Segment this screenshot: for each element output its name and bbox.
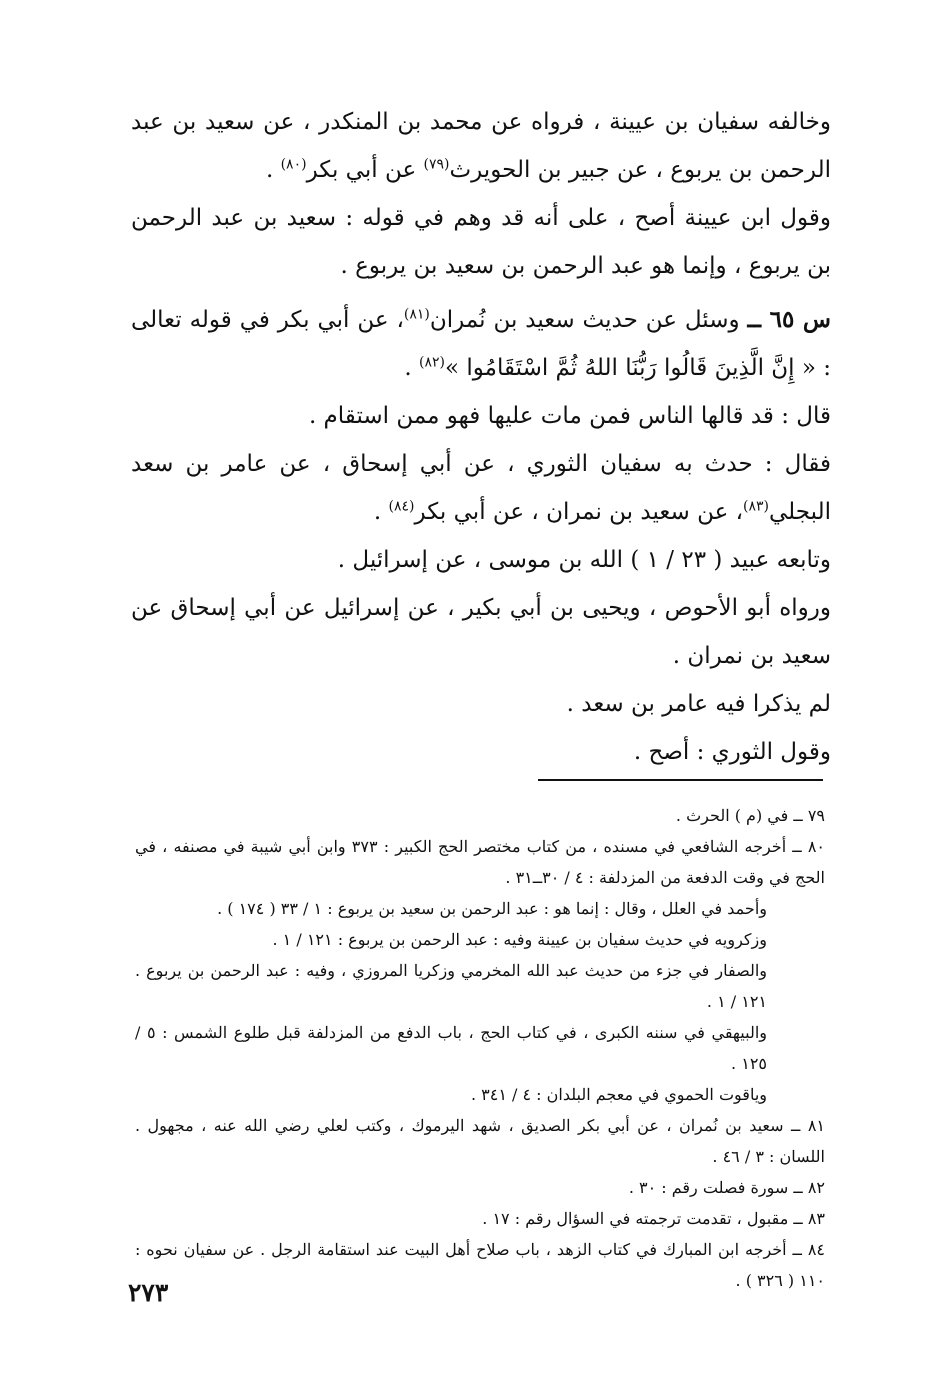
footnote-80-line-b: وزكرويه في حديث سفيان بن عيينة وفيه : عبد الرحمن بن يربوع : ١٢١ / ١ . bbox=[272, 930, 767, 949]
paragraph-2: وقول ابن عيينة أصح ، على أنه قد وهم في قوله : سعيد بن عبد الرحمن بن يربوع ، وإنما هو عبد الرحمن بن سعيد بن يربوع . bbox=[131, 205, 831, 279]
paragraph-6: ورواه أبو الأحوص ، ويحيى بن أبي بكير ، عن إسرائيل عن أبي إسحاق عن سعيد بن نمران . bbox=[131, 595, 831, 669]
main-text bbox=[131, 98, 831, 776]
footnote-80: ٨٠ ــ أخرجه الشافعي في مسنده ، من كتاب مختصر الحج الكبير : ٣٧٣ وابن أبي شيبة في مصنفه ، في الحج في وقت الدفعة من المزدلفة : ٤ / ٣٠ــ٣١ . bbox=[135, 837, 826, 887]
footnote-80-line-d: والبيهقي في سننه الكبرى ، في كتاب الحج ، باب الدفع من المزدلفة قبل طلوع الشمس : ٥ / ١٢٥ . bbox=[135, 1023, 767, 1073]
footnote-82: ٨٢ ــ سورة فصلت رقم : ٣٠ . bbox=[628, 1178, 825, 1197]
footnote-ref-80: (٨٠) bbox=[280, 156, 307, 173]
footnote-81: ٨١ ــ سعيد بن نُمران ، عن أبي بكر الصديق ، شهد اليرموك ، وكتب لعلي رضي الله عنه ، مجهول . اللسان : ٣ / ٤٦ . bbox=[135, 1116, 825, 1166]
footnote-divider bbox=[538, 779, 823, 781]
footnote-ref-81: (٨١) bbox=[403, 306, 430, 323]
question-mid: ، عن أبي بكر في قوله تعالى : « إِنَّ الَّذِينَ قَالُوا رَبُّنَا اللهُ ثُمَّ اسْتَقَامُوا » bbox=[131, 307, 831, 381]
page-number: ٢٧٣ bbox=[128, 1278, 169, 1307]
paragraph-1-end: . bbox=[265, 157, 281, 183]
footnote-84: ٨٤ ــ أخرجه ابن المبارك في كتاب الزهد ، باب صلاح أهل البيت عند استقامة الرجل . عن سفيان نحوه : ١١٠ ( ٣٢٦ ) . bbox=[135, 1240, 825, 1290]
footnote-80-line-a: وأحمد في العلل ، وقال : إنما هو : عبد الرحمن بن سعيد بن يربوع : ١ / ٣٣ ( ١٧٤ ) . bbox=[217, 899, 767, 918]
paragraph-4 bbox=[131, 440, 831, 536]
question-label: س ٦٥ ــ bbox=[747, 306, 832, 333]
question-end: . bbox=[404, 355, 420, 381]
footnote-ref-79: (٧٩) bbox=[423, 156, 450, 173]
paragraph-4-mid: ، عن سعيد بن نمران ، عن أبي بكر bbox=[414, 499, 744, 525]
footnotes bbox=[135, 800, 825, 1296]
paragraph-1-mid: عن أبي بكر bbox=[306, 157, 424, 183]
question-text: وسئل عن حديث سعيد بن نُمران bbox=[429, 307, 748, 333]
paragraph-4-text: فقال : حدث به سفيان الثوري ، عن أبي إسحاق ، عن عامر بن سعد البجلي bbox=[131, 451, 831, 525]
paragraph-4-end: . bbox=[373, 499, 389, 525]
paragraph-7: لم يذكرا فيه عامر بن سعد . bbox=[566, 691, 831, 717]
footnote-ref-83: (٨٣) bbox=[743, 498, 770, 515]
paragraph-1-text: وخالفه سفيان بن عيينة ، فرواه عن محمد بن المنكدر ، عن سعيد بن عبد الرحمن بن يربوع ، عن جبير بن الحويرث bbox=[131, 109, 831, 183]
footnote-80-line-e: وياقوت الحموي في معجم البلدان : ٤ / ٣٤١ . bbox=[470, 1085, 767, 1104]
question-paragraph bbox=[131, 296, 831, 392]
footnote-83: ٨٣ ــ مقبول ، تقدمت ترجمته في السؤال رقم : ١٧ . bbox=[482, 1209, 825, 1228]
footnote-80-line-c: والصفار في جزء من حديث عبد الله المخرمي وزكريا المروزي ، وفيه : عبد الرحمن بن يربوع . ١٢١ / ١ . bbox=[135, 961, 767, 1011]
footnote-ref-84: (٨٤) bbox=[388, 498, 415, 515]
footnote-79: ٧٩ ــ في (م ) الحرث . bbox=[675, 806, 825, 825]
paragraph-5: وتابعه عبيد ( ٢٣ / ١ ) الله بن موسى ، عن إسرائيل . bbox=[337, 547, 831, 573]
paragraph-1 bbox=[131, 98, 831, 194]
paragraph-3: قال : قد قالها الناس فمن مات عليها فهو ممن استقام . bbox=[308, 403, 831, 429]
paragraph-8: وقول الثوري : أصح . bbox=[633, 739, 831, 765]
footnote-ref-82: (٨٢) bbox=[419, 354, 446, 371]
